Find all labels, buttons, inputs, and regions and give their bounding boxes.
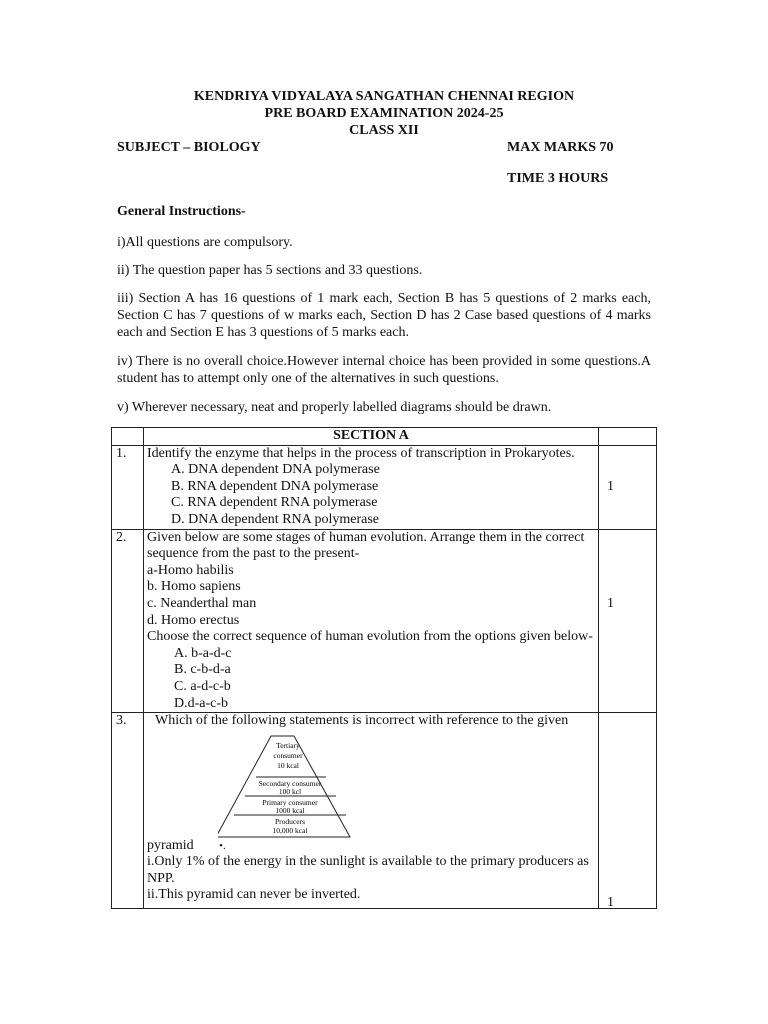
section-title: SECTION A xyxy=(144,428,599,446)
pyramid-level-value: 100 kcl xyxy=(278,786,302,796)
option: C. a-d-c-b xyxy=(174,678,231,694)
time-label: TIME 3 HOURS xyxy=(507,171,609,186)
option: A. DNA dependent DNA polymerase xyxy=(171,462,380,478)
figure-area xyxy=(147,730,595,838)
question-row xyxy=(112,713,657,909)
marks-value: 1 xyxy=(607,478,614,494)
statement: i.Only 1% of the energy in the sunlight is available to the primary producers as NPP. xyxy=(147,854,589,886)
question-number: 1. xyxy=(112,445,144,529)
exam-title: PRE BOARD EXAMINATION 2024-25 xyxy=(264,106,504,121)
question-row xyxy=(112,529,657,713)
marks-value: 1 xyxy=(607,595,614,611)
question-body xyxy=(144,529,599,713)
pyramid-level-label: Tertiary xyxy=(276,740,300,750)
school-title: KENDRIYA VIDYALAYA SANGATHAN CHENNAI REGION xyxy=(193,89,575,104)
question-table xyxy=(111,427,657,909)
statement: ii.This pyramid can never be inverted. xyxy=(147,887,361,903)
pyramid-mark: •. xyxy=(219,839,226,852)
instruction-3: iii) Section A has 16 questions of 1 mark each, Section B has 5 questions of 2 marks each, Section C has 7 questions of w marks each, Section D has 2 Case based questions of 4 marks each and Section E has 3 questions of 5 marks each. xyxy=(117,291,651,340)
option: A. b-a-d-c xyxy=(174,645,232,661)
list-item: c. Neanderthal man xyxy=(147,595,257,611)
pyramid-level-label: Secondary consumer xyxy=(258,778,322,788)
instruction-2: ii) The question paper has 5 sections and 33 questions. xyxy=(117,263,423,278)
option: D. DNA dependent RNA polymerase xyxy=(171,511,380,527)
list-item: b. Homo sapiens xyxy=(147,579,241,595)
list-item: d. Homo erectus xyxy=(147,612,240,628)
question-prompt: Choose the correct sequence of human evolution from the options given below- xyxy=(147,629,593,645)
pyramid-word: pyramid xyxy=(147,837,194,853)
question-body xyxy=(144,713,599,909)
option: D.d-a-c-b xyxy=(174,695,229,711)
pyramid-level-value: 1000 kcal xyxy=(275,805,305,815)
question-number: 3. xyxy=(112,713,144,909)
option: B. c-b-d-a xyxy=(174,662,231,678)
option: C. RNA dependent RNA polymerase xyxy=(171,495,378,511)
pyramid-level-value: 10 kcal xyxy=(277,760,299,770)
energy-pyramid-figure xyxy=(218,734,358,842)
pyramid-level-value: 10,000 kcal xyxy=(272,825,308,835)
question-text: Identify the enzyme that helps in the process of transcription in Prokaryotes. xyxy=(147,445,575,461)
question-row xyxy=(112,445,657,529)
max-marks-label: MAX MARKS 70 xyxy=(507,140,614,155)
pyramid-caption xyxy=(147,838,595,855)
list-item: a-Homo habilis xyxy=(147,562,234,578)
marks-value: 1 xyxy=(607,895,614,911)
question-text: Which of the following statements is incorrect with reference to the given xyxy=(155,713,569,729)
instruction-5: v) Wherever necessary, neat and properly labelled diagrams should be drawn. xyxy=(117,400,552,415)
pyramid-level-label: consumer xyxy=(273,750,303,760)
instructions-title: General Instructions- xyxy=(117,204,246,219)
question-text: Given below are some stages of human evolution. Arrange them in the correct sequence from the past to the present- xyxy=(147,529,585,562)
section-header-row xyxy=(112,428,657,446)
instruction-4: iv) There is no overall choice.However internal choice has been provided in some questions.A student has to attempt only one of the alternatives in such questions. xyxy=(117,354,651,386)
question-body xyxy=(144,445,599,529)
class-title: CLASS XII xyxy=(349,123,419,138)
pyramid-level-label: Producers xyxy=(275,816,305,826)
question-number: 2. xyxy=(112,529,144,713)
pyramid-level-label: Primary consumer xyxy=(262,797,318,807)
option: B. RNA dependent DNA polymerase xyxy=(171,478,379,494)
subject-label: SUBJECT – BIOLOGY xyxy=(117,140,261,155)
instruction-1: i)All questions are compulsory. xyxy=(117,235,293,250)
